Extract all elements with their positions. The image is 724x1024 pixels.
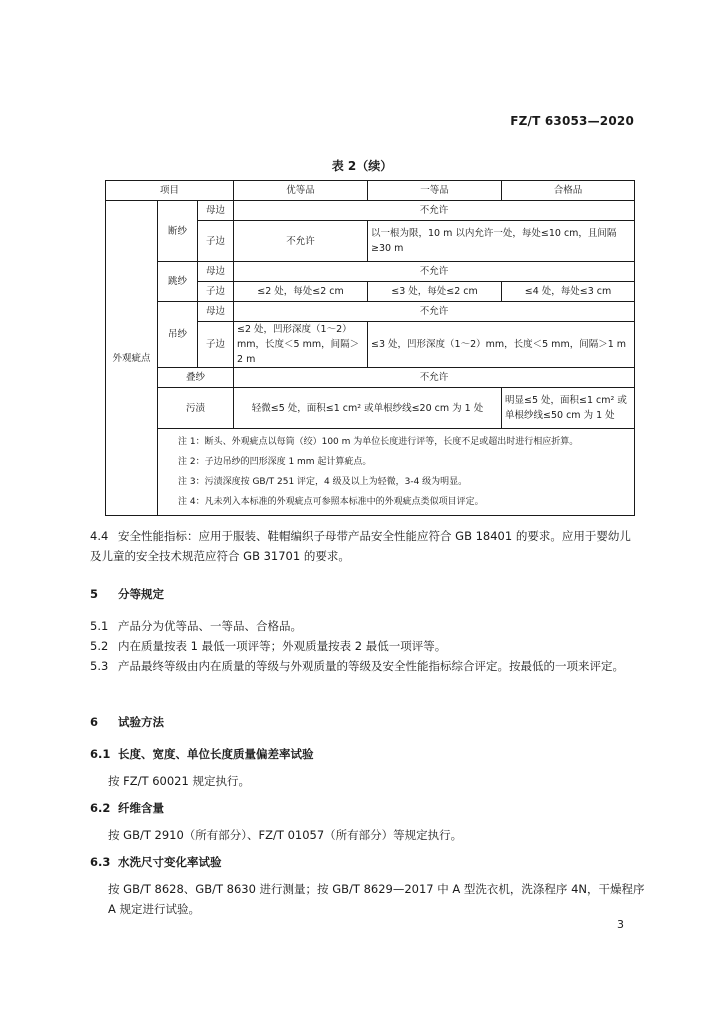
- table-header-row: [106, 181, 635, 201]
- clause-5-1: [90, 616, 635, 636]
- clause-number: 4.4: [90, 529, 109, 543]
- note-line: 注 3：污渍深度按 GB/T 251 评定，4 级及以上为轻微，3-4 级为明显。: [178, 477, 468, 487]
- clause-6-1-text: 按 FZ/T 60021 规定执行。: [108, 774, 250, 788]
- section-6-heading: [90, 712, 635, 732]
- table-row: [106, 302, 635, 322]
- clause-title: 水洗尺寸变化率试验: [118, 855, 222, 869]
- section-title: 试验方法: [118, 715, 164, 729]
- standard-number: FZ/T 63053—2020: [510, 114, 634, 128]
- clause-6-1-heading: [90, 744, 635, 764]
- table-row: [106, 388, 635, 429]
- clause-number: 5.2: [90, 639, 109, 653]
- requirement-cell: ≤3 处，凹形深度（1～2）mm，长度＜5 mm，间隔＞1 m: [368, 322, 635, 368]
- table-notes-row: [106, 429, 635, 516]
- clause-6-2-heading: [90, 798, 635, 818]
- clause-5-2: [90, 636, 635, 656]
- requirement-cell: ≤4 处，每处≤3 cm: [502, 282, 635, 302]
- section-number: 5: [90, 587, 99, 601]
- table-row: [106, 368, 635, 388]
- edge-label: 母边: [198, 262, 234, 282]
- header-premium: 优等品: [234, 181, 368, 201]
- clause-number: 6.3: [90, 855, 111, 869]
- requirement-cell: ≤3 处，每处≤2 cm: [368, 282, 502, 302]
- section-5-heading: [90, 584, 635, 604]
- header-qualified: 合格品: [502, 181, 635, 201]
- clause-6-2-text: 按 GB/T 2910（所有部分）、FZ/T 01057（所有部分）等规定执行。: [108, 828, 463, 842]
- clause-number: 5.1: [90, 619, 109, 633]
- clause-6-3-heading: [90, 852, 635, 872]
- clause-number: 6.2: [90, 801, 111, 815]
- clause-number: 5.3: [90, 659, 109, 673]
- note-line: 注 2：子边吊纱的凹形深度 1 mm 起计算疵点。: [178, 457, 372, 467]
- clause-text: 产品分为优等品、一等品、合格品。: [118, 619, 302, 633]
- table-notes: [158, 429, 635, 516]
- appearance-defects-table: [105, 180, 635, 516]
- defect-name: 断纱: [158, 201, 198, 262]
- clause-4-4: [90, 526, 635, 566]
- clause-5-3: [90, 656, 635, 676]
- defect-name: 跳纱: [158, 262, 198, 302]
- clause-title: 纤维含量: [118, 801, 164, 815]
- defect-name: 叠纱: [158, 368, 234, 388]
- note-line: 注 1：断头、外观疵点以每筒（绞）100 m 为单位长度进行评等，长度不足或超出时进行相应折算。: [178, 437, 579, 447]
- header-first: 一等品: [368, 181, 502, 201]
- edge-label: 母边: [198, 302, 234, 322]
- section-title: 分等规定: [118, 587, 164, 601]
- clause-text: 内在质量按表 1 最低一项评等；外观质量按表 2 最低一项评等。: [118, 639, 447, 653]
- edge-label: 子边: [198, 221, 234, 262]
- requirement-cell: 不允许: [234, 262, 635, 282]
- requirement-cell: 不允许: [234, 201, 635, 221]
- requirement-cell: ≤2 处，每处≤2 cm: [234, 282, 368, 302]
- table-row: [106, 262, 635, 282]
- defect-name: 吊纱: [158, 302, 198, 368]
- requirement-cell: 不允许: [234, 368, 635, 388]
- edge-label: 子边: [198, 322, 234, 368]
- requirement-cell: ≤2 处，凹形深度（1～2）mm，长度＜5 mm，间隔＞2 m: [234, 322, 368, 368]
- section-number: 6: [90, 715, 99, 729]
- clause-number: 6.1: [90, 747, 111, 761]
- clause-title: 长度、宽度、单位长度质量偏差率试验: [118, 747, 314, 761]
- table-row: [106, 201, 635, 221]
- clause-text: 产品最终等级由内在质量的等级与外观质量的等级及安全性能指标综合评定。按最低的一项来评定。: [118, 659, 624, 673]
- header-item: 项目: [106, 181, 234, 201]
- requirement-cell: 轻微≤5 处，面积≤1 cm² 或单根纱线≤20 cm 为 1 处: [234, 388, 502, 429]
- defect-name: 污渍: [158, 388, 234, 429]
- requirement-cell: 不允许: [234, 302, 635, 322]
- group-label: 外观疵点: [106, 201, 158, 516]
- note-line: 注 4：凡未列入本标准的外观疵点可参照本标准中的外观疵点类似项目评定。: [178, 497, 484, 507]
- requirement-cell: 以一根为限，10 m 以内允许一处，每处≤10 cm，且间隔≥30 m: [368, 221, 635, 262]
- clause-text: 安全性能指标：应用于服装、鞋帽编织子母带产品安全性能应符合 GB 18401 的要求。应用于婴幼儿及儿童的安全技术规范应符合 GB 31701 的要求。: [90, 529, 631, 563]
- clause-6-3-text: 按 GB/T 8628、GB/T 8630 进行测量；按 GB/T 8629—2017 中 A 型洗衣机，洗涤程序 4N，干燥程序 A 规定进行试验。: [108, 882, 645, 916]
- requirement-cell: 明显≤5 处，面积≤1 cm² 或单根纱线≤50 cm 为 1 处: [502, 388, 635, 429]
- table-caption: 表 2（续）: [331, 159, 393, 173]
- requirement-cell: 不允许: [234, 221, 368, 262]
- edge-label: 子边: [198, 282, 234, 302]
- edge-label: 母边: [198, 201, 234, 221]
- page-number: 3: [617, 918, 624, 931]
